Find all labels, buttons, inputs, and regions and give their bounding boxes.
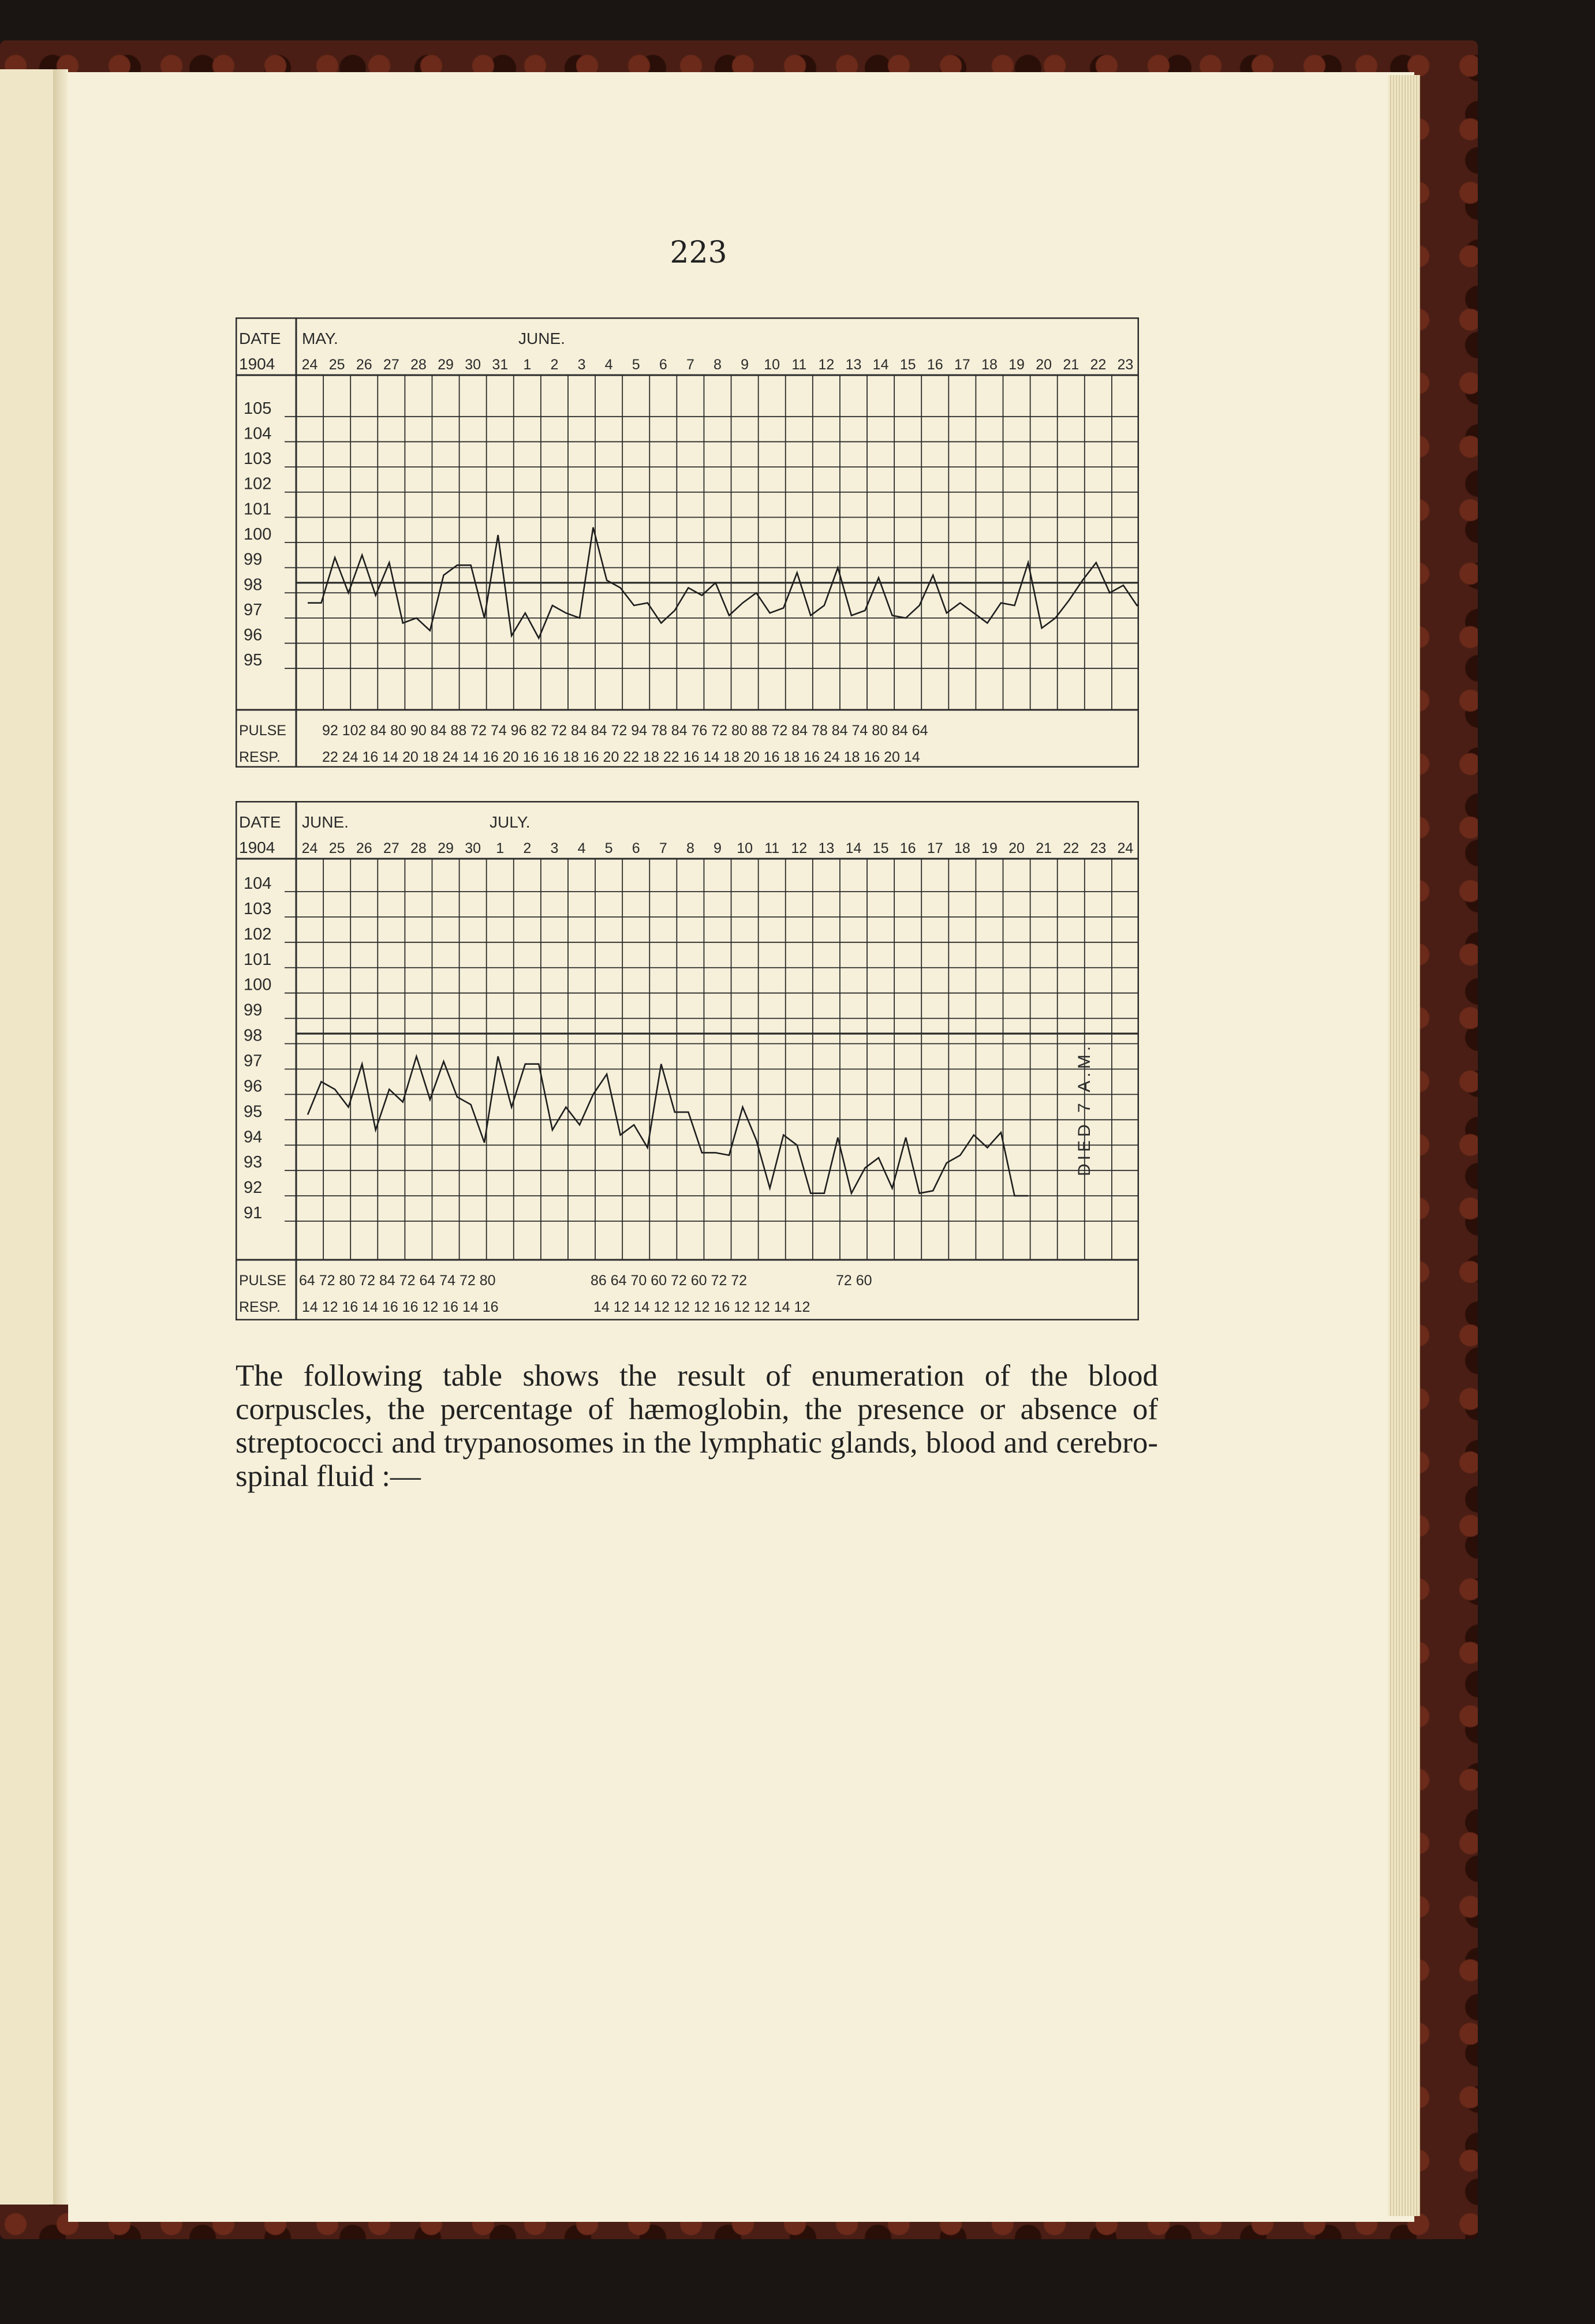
date-tick-label: 19 bbox=[1008, 357, 1025, 373]
date-tick-label: 23 bbox=[1090, 840, 1107, 856]
date-tick-label: 29 bbox=[438, 357, 454, 373]
page-number: 223 bbox=[670, 235, 727, 270]
temperature-chart-2 bbox=[236, 801, 1139, 1320]
pulse-values: 64 72 80 72 84 72 64 74 72 80 bbox=[299, 1273, 496, 1289]
date-tick-label: 24 bbox=[1117, 840, 1134, 856]
date-tick-label: 16 bbox=[927, 357, 943, 373]
date-tick-label: 22 bbox=[1063, 840, 1079, 856]
date-tick-label: 28 bbox=[410, 840, 427, 856]
date-tick-label: 6 bbox=[659, 357, 667, 373]
date-tick-label: 24 bbox=[301, 357, 318, 373]
date-tick-label: 13 bbox=[845, 357, 862, 373]
death-annotation: DIED 7 A.M. bbox=[1075, 1042, 1094, 1176]
date-tick-label: 11 bbox=[764, 840, 780, 856]
date-tick-label: 17 bbox=[954, 357, 970, 373]
date-tick-label: 27 bbox=[383, 840, 399, 856]
caption-paragraph: The following table shows the result of enumeration of the blood corpuscles, the percentage of hæmoglobin, the presence or absence of streptococci and trypanosomes in the lymphatic glands, blood and cerebro-spinal fluid :— bbox=[236, 1359, 1158, 1493]
book-spine bbox=[53, 69, 68, 2205]
date-tick-label: 18 bbox=[954, 840, 970, 856]
date-tick-label: 26 bbox=[356, 840, 372, 856]
date-tick-label: 1 bbox=[523, 357, 532, 373]
date-tick-label: 1 bbox=[496, 840, 505, 856]
pulse-row-label: PULSE bbox=[239, 723, 286, 739]
resp-values: 14 12 14 12 12 12 16 12 12 14 12 bbox=[593, 1299, 810, 1315]
date-tick-label: 21 bbox=[1063, 357, 1079, 373]
date-row-label: DATE bbox=[239, 330, 281, 347]
date-tick-label: 4 bbox=[577, 840, 586, 856]
month-label: JULY. bbox=[490, 813, 531, 831]
date-tick-label: 6 bbox=[632, 840, 640, 856]
date-tick-label: 14 bbox=[845, 840, 862, 856]
date-tick-label: 3 bbox=[550, 840, 559, 856]
date-tick-label: 15 bbox=[872, 840, 889, 856]
y-tick-label: 101 bbox=[244, 500, 272, 519]
date-tick-label: 14 bbox=[872, 357, 889, 373]
date-tick-label: 15 bbox=[899, 357, 916, 373]
date-tick-label: 2 bbox=[523, 840, 532, 856]
y-tick-label: 104 bbox=[244, 874, 272, 893]
y-tick-label: 100 bbox=[244, 525, 272, 544]
date-tick-label: 20 bbox=[1036, 357, 1052, 373]
date-tick-label: 5 bbox=[632, 357, 640, 373]
pulse-values: 92 102 84 80 90 84 88 72 74 96 82 72 84 84 72 94 78 84 76 72 80 88 72 84 78 84 74 80 84 64 bbox=[322, 723, 928, 739]
date-tick-label: 30 bbox=[465, 357, 481, 373]
pulse-row-label: PULSE bbox=[239, 1273, 286, 1289]
resp-row-label: RESP. bbox=[239, 749, 281, 765]
date-tick-label: 9 bbox=[741, 357, 749, 373]
y-tick-label: 102 bbox=[244, 925, 272, 944]
date-tick-label: 20 bbox=[1008, 840, 1025, 856]
y-tick-label: 93 bbox=[244, 1153, 263, 1172]
date-tick-label: 3 bbox=[577, 357, 586, 373]
date-tick-label: 4 bbox=[604, 357, 613, 373]
pulse-values: 72 60 bbox=[836, 1273, 872, 1289]
month-label: JUNE. bbox=[518, 330, 565, 347]
date-tick-label: 5 bbox=[604, 840, 613, 856]
y-tick-label: 99 bbox=[244, 550, 263, 569]
temperature-chart-1 bbox=[236, 317, 1139, 768]
date-tick-label: 7 bbox=[686, 357, 694, 373]
date-tick-label: 18 bbox=[981, 357, 998, 373]
date-row-label: DATE bbox=[239, 813, 281, 831]
y-tick-label: 101 bbox=[244, 950, 272, 969]
month-label: MAY. bbox=[302, 330, 338, 347]
y-tick-label: 105 bbox=[244, 399, 272, 418]
date-tick-label: 25 bbox=[328, 357, 345, 373]
y-tick-label: 103 bbox=[244, 899, 272, 918]
date-tick-label: 11 bbox=[791, 357, 807, 373]
y-tick-label: 102 bbox=[244, 474, 272, 493]
resp-values: 14 12 16 14 16 16 12 16 14 16 bbox=[302, 1299, 499, 1315]
date-tick-label: 2 bbox=[550, 357, 559, 373]
y-tick-label: 103 bbox=[244, 450, 272, 469]
y-tick-label: 92 bbox=[244, 1178, 263, 1197]
temperature-line bbox=[308, 1057, 1028, 1196]
pulse-values: 86 64 70 60 72 60 72 72 bbox=[591, 1273, 748, 1289]
resp-values: 22 24 16 14 20 18 24 14 16 20 16 16 18 16 20 22 18 22 16 14 18 20 16 18 16 24 18 16 20 14 bbox=[322, 749, 920, 765]
y-tick-label: 98 bbox=[244, 1026, 263, 1045]
month-label: JUNE. bbox=[302, 813, 349, 831]
date-tick-label: 17 bbox=[927, 840, 943, 856]
date-tick-label: 28 bbox=[410, 357, 427, 373]
y-tick-label: 95 bbox=[244, 651, 263, 670]
date-tick-label: 29 bbox=[438, 840, 454, 856]
date-tick-label: 22 bbox=[1090, 357, 1107, 373]
date-tick-label: 30 bbox=[465, 840, 481, 856]
date-tick-label: 8 bbox=[686, 840, 694, 856]
date-tick-label: 23 bbox=[1117, 357, 1134, 373]
date-tick-label: 10 bbox=[737, 840, 753, 856]
page-edges bbox=[1388, 75, 1420, 2216]
date-tick-label: 27 bbox=[383, 357, 399, 373]
date-tick-label: 24 bbox=[301, 840, 318, 856]
date-tick-label: 9 bbox=[714, 840, 722, 856]
y-tick-label: 99 bbox=[244, 1001, 263, 1020]
date-tick-label: 12 bbox=[791, 840, 808, 856]
date-tick-label: 26 bbox=[356, 357, 372, 373]
y-tick-label: 95 bbox=[244, 1102, 263, 1121]
date-tick-label: 12 bbox=[818, 357, 835, 373]
date-tick-label: 7 bbox=[659, 840, 667, 856]
y-tick-label: 96 bbox=[244, 626, 263, 645]
y-tick-label: 100 bbox=[244, 975, 272, 994]
resp-row-label: RESP. bbox=[239, 1299, 281, 1315]
date-tick-label: 10 bbox=[764, 357, 780, 373]
y-tick-label: 104 bbox=[244, 424, 272, 443]
date-tick-label: 16 bbox=[899, 840, 916, 856]
y-tick-label: 96 bbox=[244, 1077, 263, 1096]
date-tick-label: 19 bbox=[981, 840, 998, 856]
y-tick-label: 97 bbox=[244, 600, 263, 619]
year-row-label: 1904 bbox=[239, 355, 275, 373]
y-tick-label: 97 bbox=[244, 1051, 263, 1071]
date-tick-label: 25 bbox=[328, 840, 345, 856]
date-tick-label: 21 bbox=[1036, 840, 1052, 856]
y-tick-label: 98 bbox=[244, 575, 263, 594]
y-tick-label: 91 bbox=[244, 1204, 263, 1223]
y-tick-label: 94 bbox=[244, 1128, 263, 1147]
date-tick-label: 13 bbox=[818, 840, 835, 856]
year-row-label: 1904 bbox=[239, 839, 275, 856]
date-tick-label: 8 bbox=[714, 357, 722, 373]
date-tick-label: 31 bbox=[492, 357, 509, 373]
facing-page bbox=[0, 69, 53, 2205]
